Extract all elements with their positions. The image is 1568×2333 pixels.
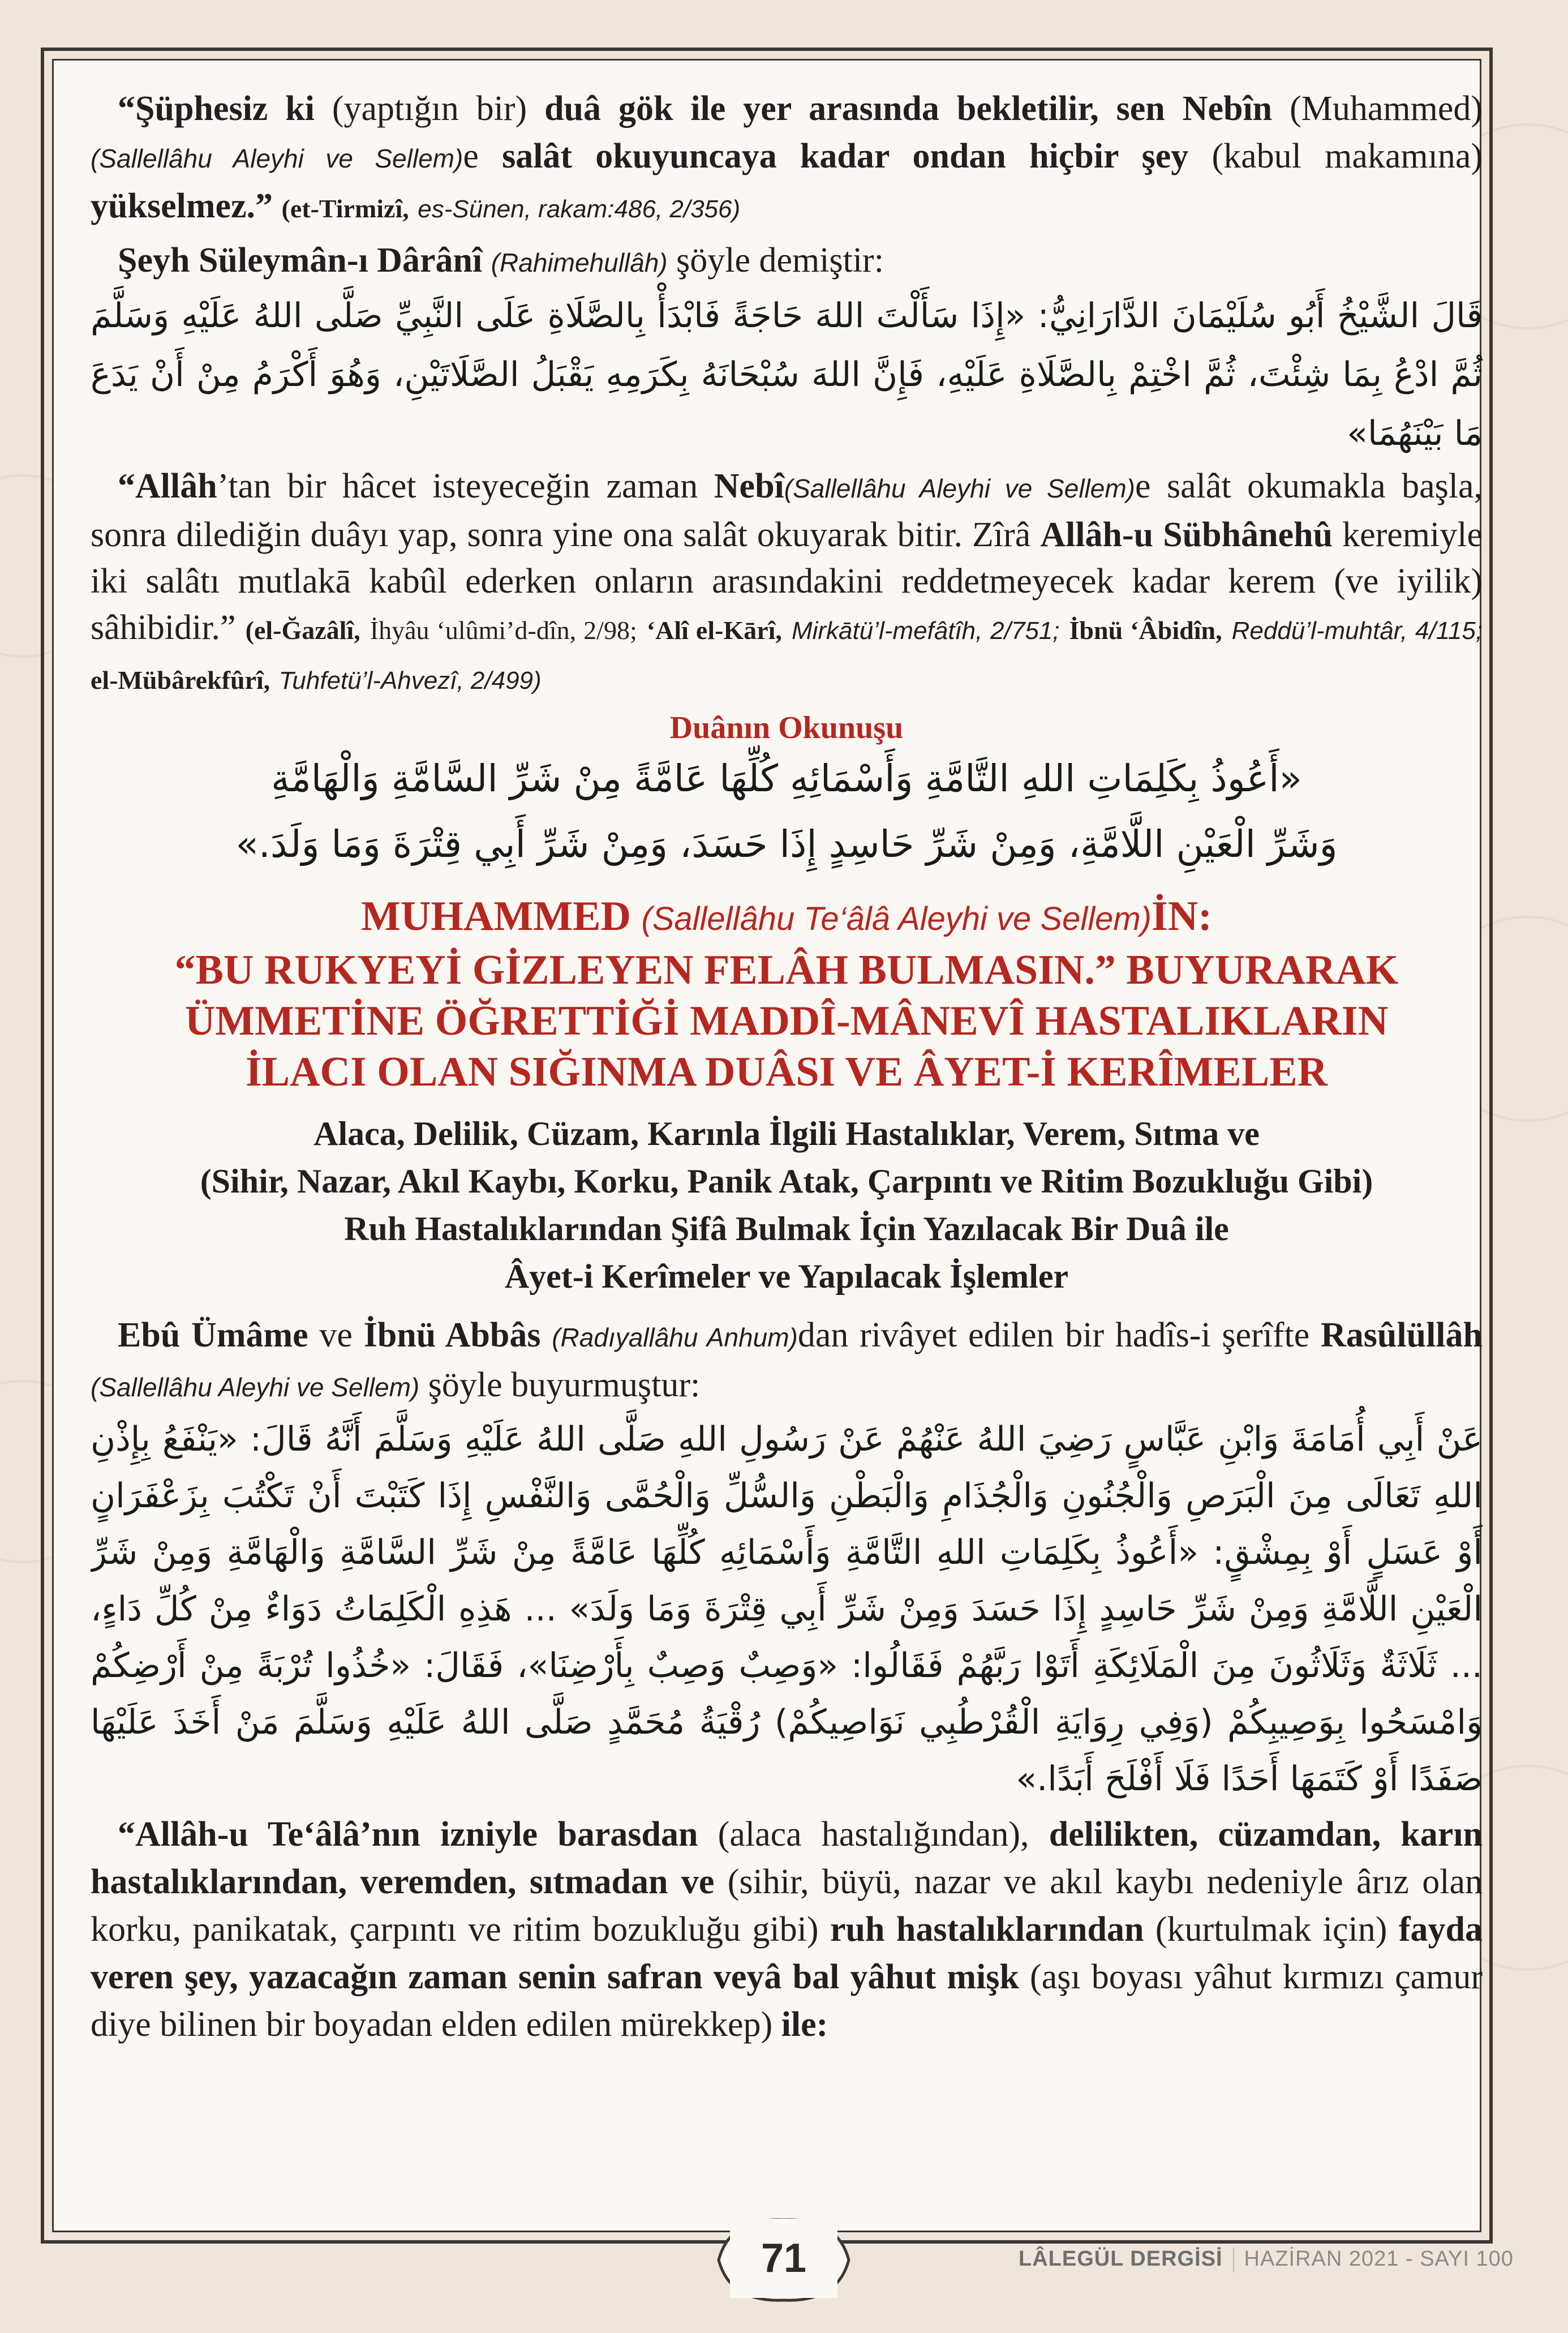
page-footer [0,2219,1568,2332]
page-content [91,85,1483,2190]
arabic-quote-darani: قَالَ الشَّيْخُ أَبُو سُلَيْمَانَ الدَّارَانِيُّ: «إِذَا سَأَلْتَ اللهَ حَاجَةً فَابْدَأْ بِالصَّلَاةِ عَلَى النَّبِيِّ صَلَّى اللهُ عَلَيْهِ وَسَلَّمَ ثُمَّ ادْعُ بِمَا شِئْتَ، ثُمَّ اخْتِمْ بِالصَّلَاةِ عَلَيْهِ، فَإِنَّ اللهَ سُبْحَانَهُ بِكَرَمِهِ يَقْبَلُ الصَّلَاتَيْنِ، وَهُوَ أَكْرَمُ مِنْ أَنْ يَدَعَ مَا بَيْنَهُمَا» [91,296,1483,453]
hadith-translation-paragraph: “Allâh-u Te‘âlâ’nın izniyle barasdan (alaca hastalığından), delilikten, cüzamdan, karın hastalıklarından, veremden, sıtmadan ve (sihir, büyü, nazar ve akıl kaybı nedeniyle ârız olan korku, panikatak, çarpıntı ve ritim bozukluğu gibi) ruh hastalıklarından (kurtulmak için) fayda veren şey, yazacağın zaman senin safran veyâ bal yâhut mişk (aşı boyası yâhut kırmızı çamur diye bilinen bir boyadan elden edilen mürekkep) ile: [91,1815,1483,2044]
hadith-quote-paragraph: “Şüphesiz ki (yaptığın bir) duâ gök ile yer arasında bekletilir, sen Nebîn (Muhammed) (Sallellâhu Aleyhi ve Sellem)e salât okuyuncaya kadar ondan hiçbir şey (kabul makamına) yükselmez.” (et-Tirmizî, es-Sünen, rakam:486, 2/356) [91,89,1483,225]
main-red-heading: MUHAMMED (Sallellâhu Te‘âlâ Aleyhi ve Sellem)İN: “BU RUKYEYİ GİZLEYEN FELÂH BULMASIN.” BUYURARAK ÜMMETİNE ÖĞRETTİĞİ MADDÎ-MÂNEVÎ HASTALIKLARIN İLACI OLAN SIĞINMA DUÂSI VE ÂYET-İ KERÎMELER [174,893,1399,1095]
darani-translation-paragraph: “Allâh’tan bir hâcet isteyeceğin zaman Nebî(Sallellâhu Aleyhi ve Sellem)e salât okumakla başla, sonra dilediğin duâyı yap, sonra yine ona salât okuyarak bitir. Zîrâ Allâh-u Sübhânehû keremiyle iki salâtı mutlakā kabûl ederken onların arasındakini reddetmeyecek kadar kerem (ve iyilik) sâhibidir.” (el-Ğazâlî, İhyâu ‘ulûmi’d-dîn, 2/98; ‘Alî el-Kārî, Mirkātü’l-mefâtîh, 2/751; İbnü ‘Âbidîn, Reddü’l-muhtâr, 4/115; el-Mübârekfûrî, Tuhfetü’l-Ahvezî, 2/499) [91,467,1483,694]
journal-separator [1233,2248,1234,2272]
dua-line-2: وَشَرِّ الْعَيْنِ اللَّامَّةِ، وَمِنْ شَرِّ حَاسِدٍ إِذَا حَسَدَ، وَمِنْ شَرِّ أَبِي قِتْرَةَ وَمَا وَلَدَ.» [235,822,1338,866]
page-number: 71 [730,2219,837,2298]
dua-reading-heading: Duânın Okunuşu [669,710,904,745]
narration-intro-paragraph: Ebû Ümâme ve İbnü Abbâs (Radıyallâhu Anhum)dan rivâyet edilen bir hadîs-i şerîfte Rasûlüllâh (Sallellâhu Aleyhi ve Sellem) şöyle buyurmuştur: [91,1316,1483,1404]
journal-info: LÂLEGÜL DERGİSİ HAZİRAN 2021 - SAYI 100 [1019,2247,1514,2272]
arabic-hadith: عَنْ أَبِي أُمَامَةَ وَابْنِ عَبَّاسٍ رَضِيَ اللهُ عَنْهُمْ عَنْ رَسُولِ اللهِ صَلَّى اللهُ عَلَيْهِ وَسَلَّمَ أَنَّهُ قَالَ: «يَنْفَعُ بِإِذْنِ اللهِ تَعَالَى مِنَ الْبَرَصِ وَالْجُنُونِ وَالْجُذَامِ وَالْبَطْنِ وَالسُّلِّ وَالْحُمَّى وَالنَّفْسِ إِذَا كَتَبْتَ أَنْ تَكْتُبَ بِزَعْفَرَانٍ أَوْ عَسَلٍ أَوْ بِمِشْقٍ: «أَعُوذُ بِكَلِمَاتِ اللهِ التَّامَّةِ وَأَسْمَائِهِ كُلِّهَا عَامَّةً مِنْ شَرِّ السَّامَّةِ وَالْهَامَّةِ وَمِنْ شَرِّ الْعَيْنِ اللَّامَّةِ وَمِنْ شَرِّ حَاسِدٍ إِذَا حَسَدَ وَمِنْ شَرِّ أَبِي قِتْرَةَ وَمَا وَلَدَ» ... هَذِهِ الْكَلِمَاتُ دَوَاءٌ مِنْ كُلِّ دَاءٍ، ... ثَلَاثَةٌ وَثَلَاثُونَ مِنَ الْمَلَائِكَةِ أَتَوْا رَبَّهُمْ فَقَالُوا: «وَصِبٌ وَصِبٌ بِأَرْضِنَا»، فَقَالَ: «خُذُوا تُرْبَةً مِنْ أَرْضِكُمْ وَامْسَحُوا بِوَصِيبِكُمْ (وَفِي رِوَايَةِ الْقُرْطُبِي نَوَاصِيكُمْ) رُقْيَةُ مُحَمَّدٍ صَلَّى اللهُ عَلَيْهِ وَسَلَّمَ مَنْ أَخَذَ عَلَيْهَا صَفَدًا أَوْ كَتَمَهَا أَحَدًا فَلَا أَفْلَحَ أَبَدًا.» [91,1419,1483,1799]
dua-line-1: «أَعُوذُ بِكَلِمَاتِ اللهِ التَّامَّةِ وَأَسْمَائِهِ كُلِّهَا عَامَّةً مِنْ شَرِّ السَّامَّةِ وَالْهَامَّةِ [271,757,1302,800]
darani-intro-paragraph: Şeyh Süleymân-ı Dârânî (Rahimehullâh) şöyle demiştir: [118,241,884,280]
sub-heading-block: Alaca, Delilik, Cüzam, Karınla İlgili Hastalıklar, Verem, Sıtma ve (Sihir, Nazar, Akıl Kaybı, Korku, Panik Atak, Çarpıntı ve Ritim Bozukluğu Gibi) Ruh Hastalıklarından Şifâ Bulmak İçin Yazılacak Bir Duâ ile Âyet-i Kerîmeler ve Yapılacak İşlemler [200,1115,1373,1295]
